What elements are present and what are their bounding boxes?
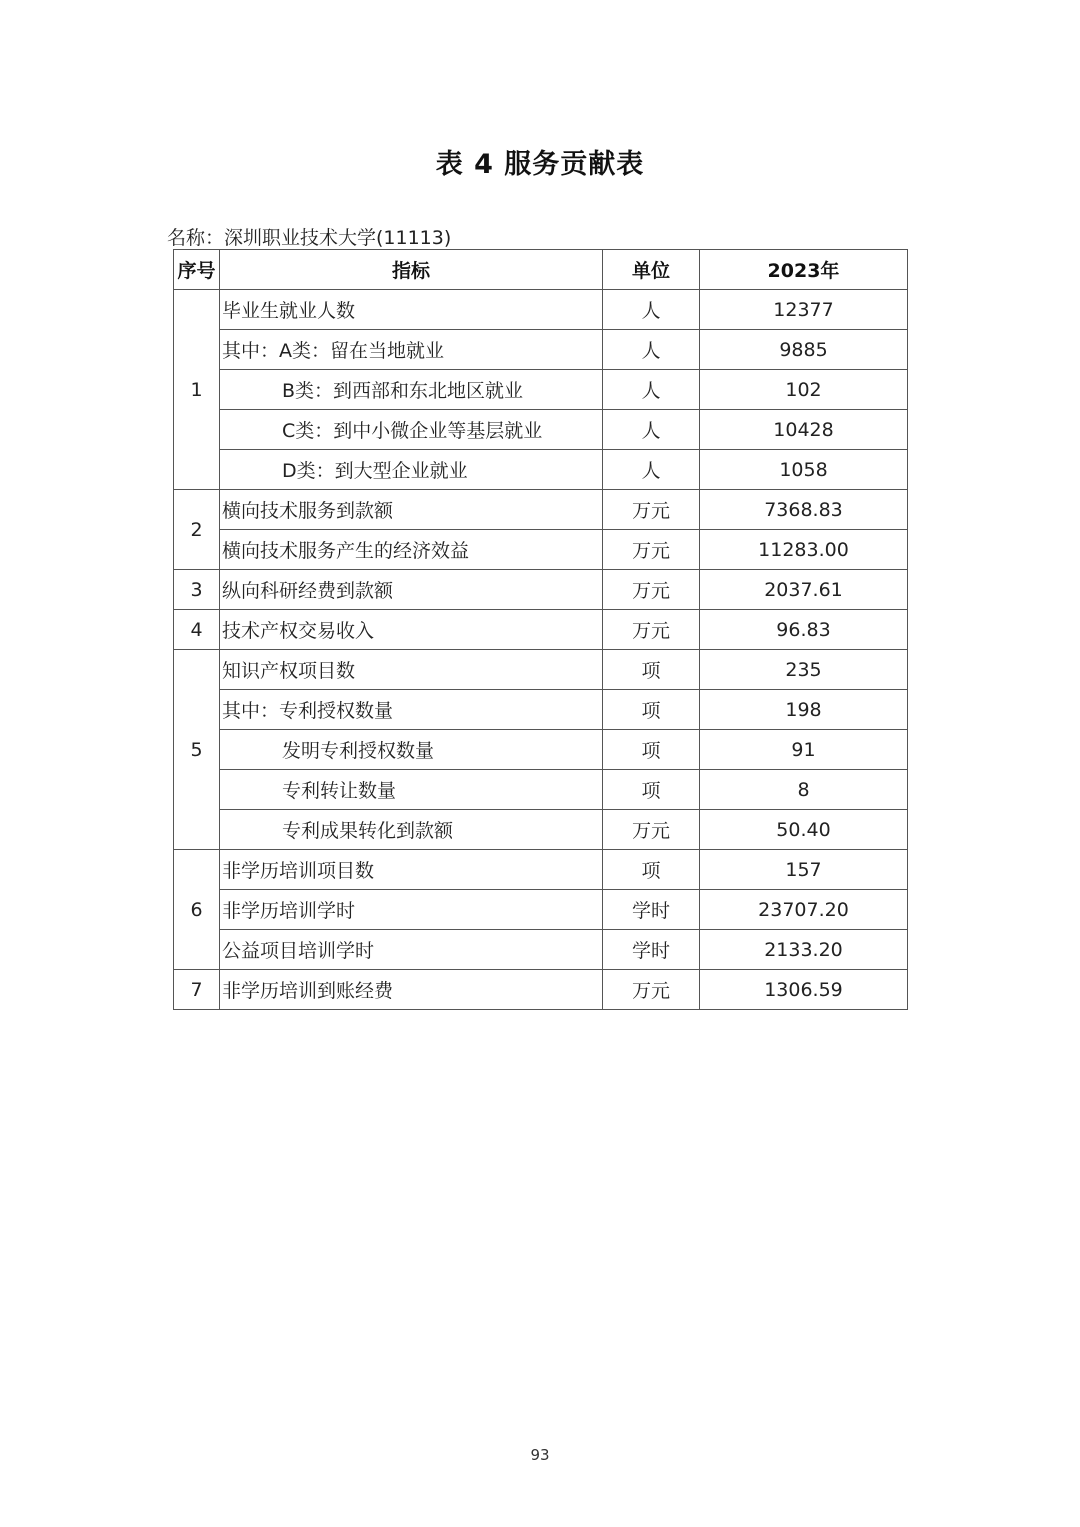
row-number-cell: 6: [174, 850, 220, 970]
header-no: 序号: [174, 250, 220, 290]
unit-cell: 项: [603, 850, 700, 890]
unit-cell: 人: [603, 410, 700, 450]
unit-cell: 项: [603, 650, 700, 690]
indicator-cell: 公益项目培训学时: [220, 930, 603, 970]
value-cell: 7368.83: [700, 490, 908, 530]
unit-cell: 万元: [603, 570, 700, 610]
page-number: 93: [530, 1446, 550, 1464]
row-number-cell: 5: [174, 650, 220, 850]
indicator-cell: 技术产权交易收入: [220, 610, 603, 650]
unit-cell: 万元: [603, 490, 700, 530]
indicator-cell: 其中：专利授权数量: [220, 690, 603, 730]
row-number-cell: 2: [174, 490, 220, 570]
table-row: [174, 730, 908, 770]
table-row: [174, 970, 908, 1010]
value-cell: 96.83: [700, 610, 908, 650]
row-number-cell: 4: [174, 610, 220, 650]
value-cell: 1306.59: [700, 970, 908, 1010]
table-row: [174, 450, 908, 490]
indicator-cell: 毕业生就业人数: [220, 290, 603, 330]
unit-cell: 项: [603, 730, 700, 770]
value-cell: 11283.00: [700, 530, 908, 570]
value-cell: 157: [700, 850, 908, 890]
indicator-cell: 横向技术服务产生的经济效益: [220, 530, 603, 570]
unit-cell: 学时: [603, 930, 700, 970]
indicator-cell: 知识产权项目数: [220, 650, 603, 690]
table-row: [174, 650, 908, 690]
indicator-cell: 非学历培训项目数: [220, 850, 603, 890]
table-row: [174, 930, 908, 970]
value-cell: 235: [700, 650, 908, 690]
unit-cell: 人: [603, 330, 700, 370]
unit-cell: 万元: [603, 530, 700, 570]
table-row: [174, 770, 908, 810]
table-row: [174, 810, 908, 850]
value-cell: 91: [700, 730, 908, 770]
table-header-row: [174, 250, 908, 290]
table-row: [174, 850, 908, 890]
unit-cell: 人: [603, 370, 700, 410]
header-indicator: 指标: [220, 250, 603, 290]
unit-cell: 万元: [603, 970, 700, 1010]
table-row: [174, 410, 908, 450]
value-cell: 198: [700, 690, 908, 730]
unit-cell: 项: [603, 770, 700, 810]
indicator-cell: 专利成果转化到款额: [220, 810, 603, 850]
indicator-cell: 发明专利授权数量: [220, 730, 603, 770]
table-row: [174, 490, 908, 530]
table-row: [174, 890, 908, 930]
indicator-cell: 非学历培训到账经费: [220, 970, 603, 1010]
value-cell: 1058: [700, 450, 908, 490]
unit-cell: 人: [603, 450, 700, 490]
service-contribution-table: [173, 249, 908, 1010]
value-cell: 9885: [700, 330, 908, 370]
table-caption: 名称：深圳职业技术大学(11113): [167, 227, 452, 249]
indicator-cell: C类：到中小微企业等基层就业: [220, 410, 603, 450]
value-cell: 2037.61: [700, 570, 908, 610]
table-row: [174, 290, 908, 330]
header-unit: 单位: [603, 250, 700, 290]
row-number-cell: 3: [174, 570, 220, 610]
service-contribution-table-wrapper: [173, 249, 908, 1010]
page-title: 表 4 服务贡献表: [435, 149, 645, 180]
indicator-cell: 横向技术服务到款额: [220, 490, 603, 530]
value-cell: 12377: [700, 290, 908, 330]
table-row: [174, 370, 908, 410]
value-cell: 102: [700, 370, 908, 410]
value-cell: 50.40: [700, 810, 908, 850]
indicator-cell: B类：到西部和东北地区就业: [220, 370, 603, 410]
indicator-cell: 其中：A类：留在当地就业: [220, 330, 603, 370]
unit-cell: 万元: [603, 810, 700, 850]
unit-cell: 学时: [603, 890, 700, 930]
indicator-cell: D类：到大型企业就业: [220, 450, 603, 490]
table-row: [174, 570, 908, 610]
table-row: [174, 330, 908, 370]
unit-cell: 万元: [603, 610, 700, 650]
row-number-cell: 7: [174, 970, 220, 1010]
unit-cell: 人: [603, 290, 700, 330]
table-body: [174, 290, 908, 1010]
header-year: 2023年: [700, 250, 908, 290]
table-row: [174, 690, 908, 730]
row-number-cell: 1: [174, 290, 220, 490]
value-cell: 23707.20: [700, 890, 908, 930]
value-cell: 10428: [700, 410, 908, 450]
unit-cell: 项: [603, 690, 700, 730]
value-cell: 2133.20: [700, 930, 908, 970]
indicator-cell: 纵向科研经费到款额: [220, 570, 603, 610]
table-row: [174, 530, 908, 570]
indicator-cell: 非学历培训学时: [220, 890, 603, 930]
value-cell: 8: [700, 770, 908, 810]
indicator-cell: 专利转让数量: [220, 770, 603, 810]
table-row: [174, 610, 908, 650]
